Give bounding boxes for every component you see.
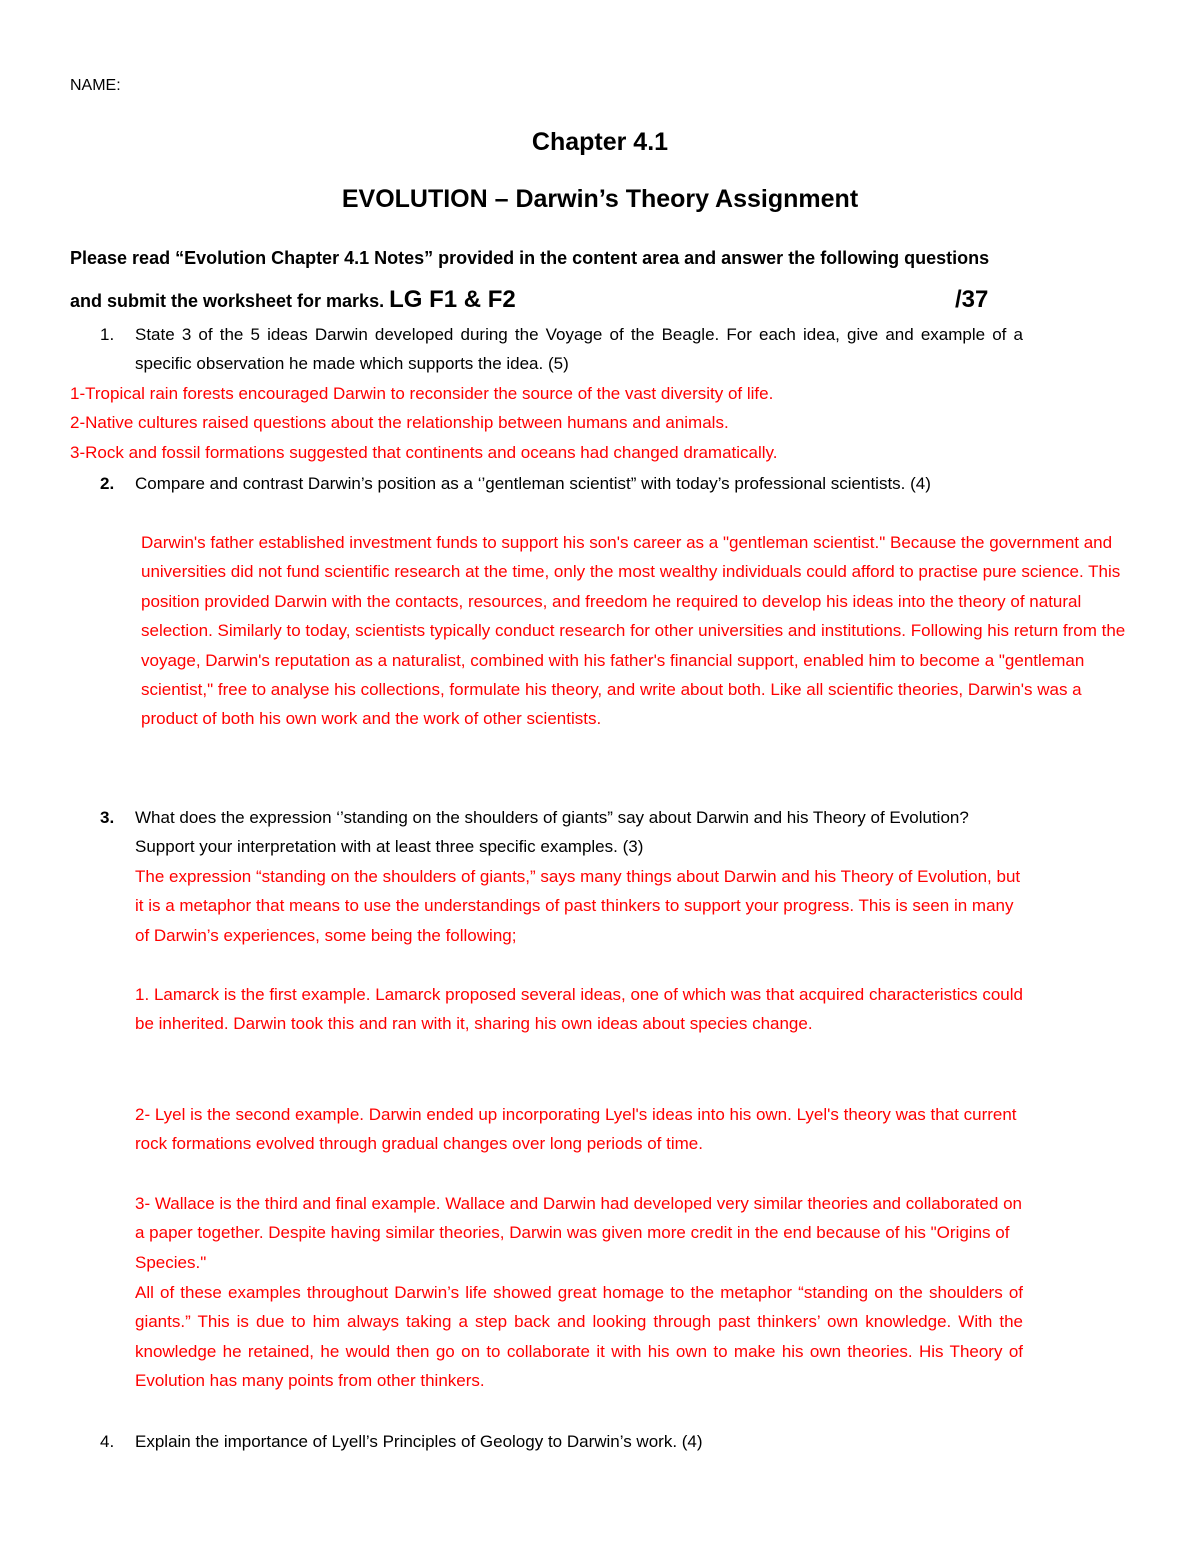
question-3-example-1: 1. Lamarck is the first example. Lamarck proposed several ideas, one of which was that acquired characteristics could be inherited. Darwin took this and ran with it, sharing his own ideas about species change. <box>135 985 1023 1034</box>
question-3-example-2: 2- Lyel is the second example. Darwin ended up incorporating Lyel's ideas into his own. Lyel's theory was that current rock formations evolved through gradual changes over long periods of time. <box>135 1105 1017 1154</box>
instructions-line2-text: and submit the worksheet for marks. <box>70 291 385 311</box>
question-2-text: Compare and contrast Darwin’s position as a ‘’gentleman scientist” with today’s professional scientists. (4) <box>135 474 931 493</box>
chapter-heading: Chapter 4.1 <box>531 128 669 156</box>
question-3-conclusion: All of these examples throughout Darwin’s life showed great homage to the metaphor “standing on the shoulders of giants.” This is due to him always taking a step back and looking through past thinkers’ own knowledge. With the knowledge he retained, he would then go on to collaborate it with his own to make his own theories. His Theory of Evolution has many points from other thinkers. <box>135 1283 1023 1391</box>
question-2-number: 2. <box>100 474 115 493</box>
instructions <box>70 238 1130 322</box>
question-4-number: 4. <box>100 1432 115 1451</box>
question-3-example-3: 3- Wallace is the third and final example. Wallace and Darwin had developed very similar theories and collaborated on a paper together. Despite having similar theories, Darwin was given more credit in the end because of his "Origins of Species." <box>135 1194 1022 1272</box>
answer-1-item: 3-Rock and fossil formations suggested that continents and oceans had changed dramatically. <box>70 442 778 462</box>
learning-goals: LG F1 & F2 <box>389 286 516 313</box>
question-2-answer: Darwin's father established investment funds to support his son's career as a "gentleman scientist." Because the government and universities did not fund scientific research at the time, only the most wealthy individuals could afford to practise pure science. This position provided Darwin with the contacts, resources, and freedom he required to develop his ideas into the theory of natural selection. Similarly to today, scientists typically conduct research for other universities and institutions. Following his return from the voyage, Darwin's reputation as a naturalist, combined with his father's financial support, enabled him to become a "gentleman scientist," free to analyse his collections, formulate his theory, and write about both. Like all scientific theories, Darwin's was a product of both his own work and the work of other scientists. <box>141 533 1126 729</box>
name-label: NAME: <box>70 77 121 94</box>
question-1-number: 1. <box>100 325 115 344</box>
assignment-title: EVOLUTION – Darwin’s Theory Assignment <box>341 185 859 213</box>
answer-1-item: 1-Tropical rain forests encouraged Darwin to reconsider the source of the vast diversity of life. <box>70 384 774 403</box>
question-4-text: Explain the importance of Lyell’s Principles of Geology to Darwin’s work. (4) <box>135 1432 703 1451</box>
total-score: /37 <box>955 286 989 313</box>
question-3-text: What does the expression ‘’standing on the shoulders of giants” say about Darwin and his Theory of Evolution? Support your interpretation with at least three specific examples. (3) <box>135 808 969 857</box>
question-3-intro: The expression “standing on the shoulders of giants,” says many things about Darwin and his Theory of Evolution, but it is a metaphor that means to use the understandings of past thinkers to support your progress. This is seen in many of Darwin’s experiences, some being the following; <box>135 867 1021 945</box>
instructions-line1: Please read “Evolution Chapter 4.1 Notes” provided in the content area and answer the following questions <box>70 248 990 268</box>
question-3-number: 3. <box>100 808 115 827</box>
answer-1-item: 2-Native cultures raised questions about the relationship between humans and animals. <box>70 413 729 433</box>
question-1-text: State 3 of the 5 ideas Darwin developed during the Voyage of the Beagle. For each idea, give and example of a specific observation he made which supports the idea. (5) <box>135 325 1023 374</box>
question-1-answers <box>70 379 1130 467</box>
